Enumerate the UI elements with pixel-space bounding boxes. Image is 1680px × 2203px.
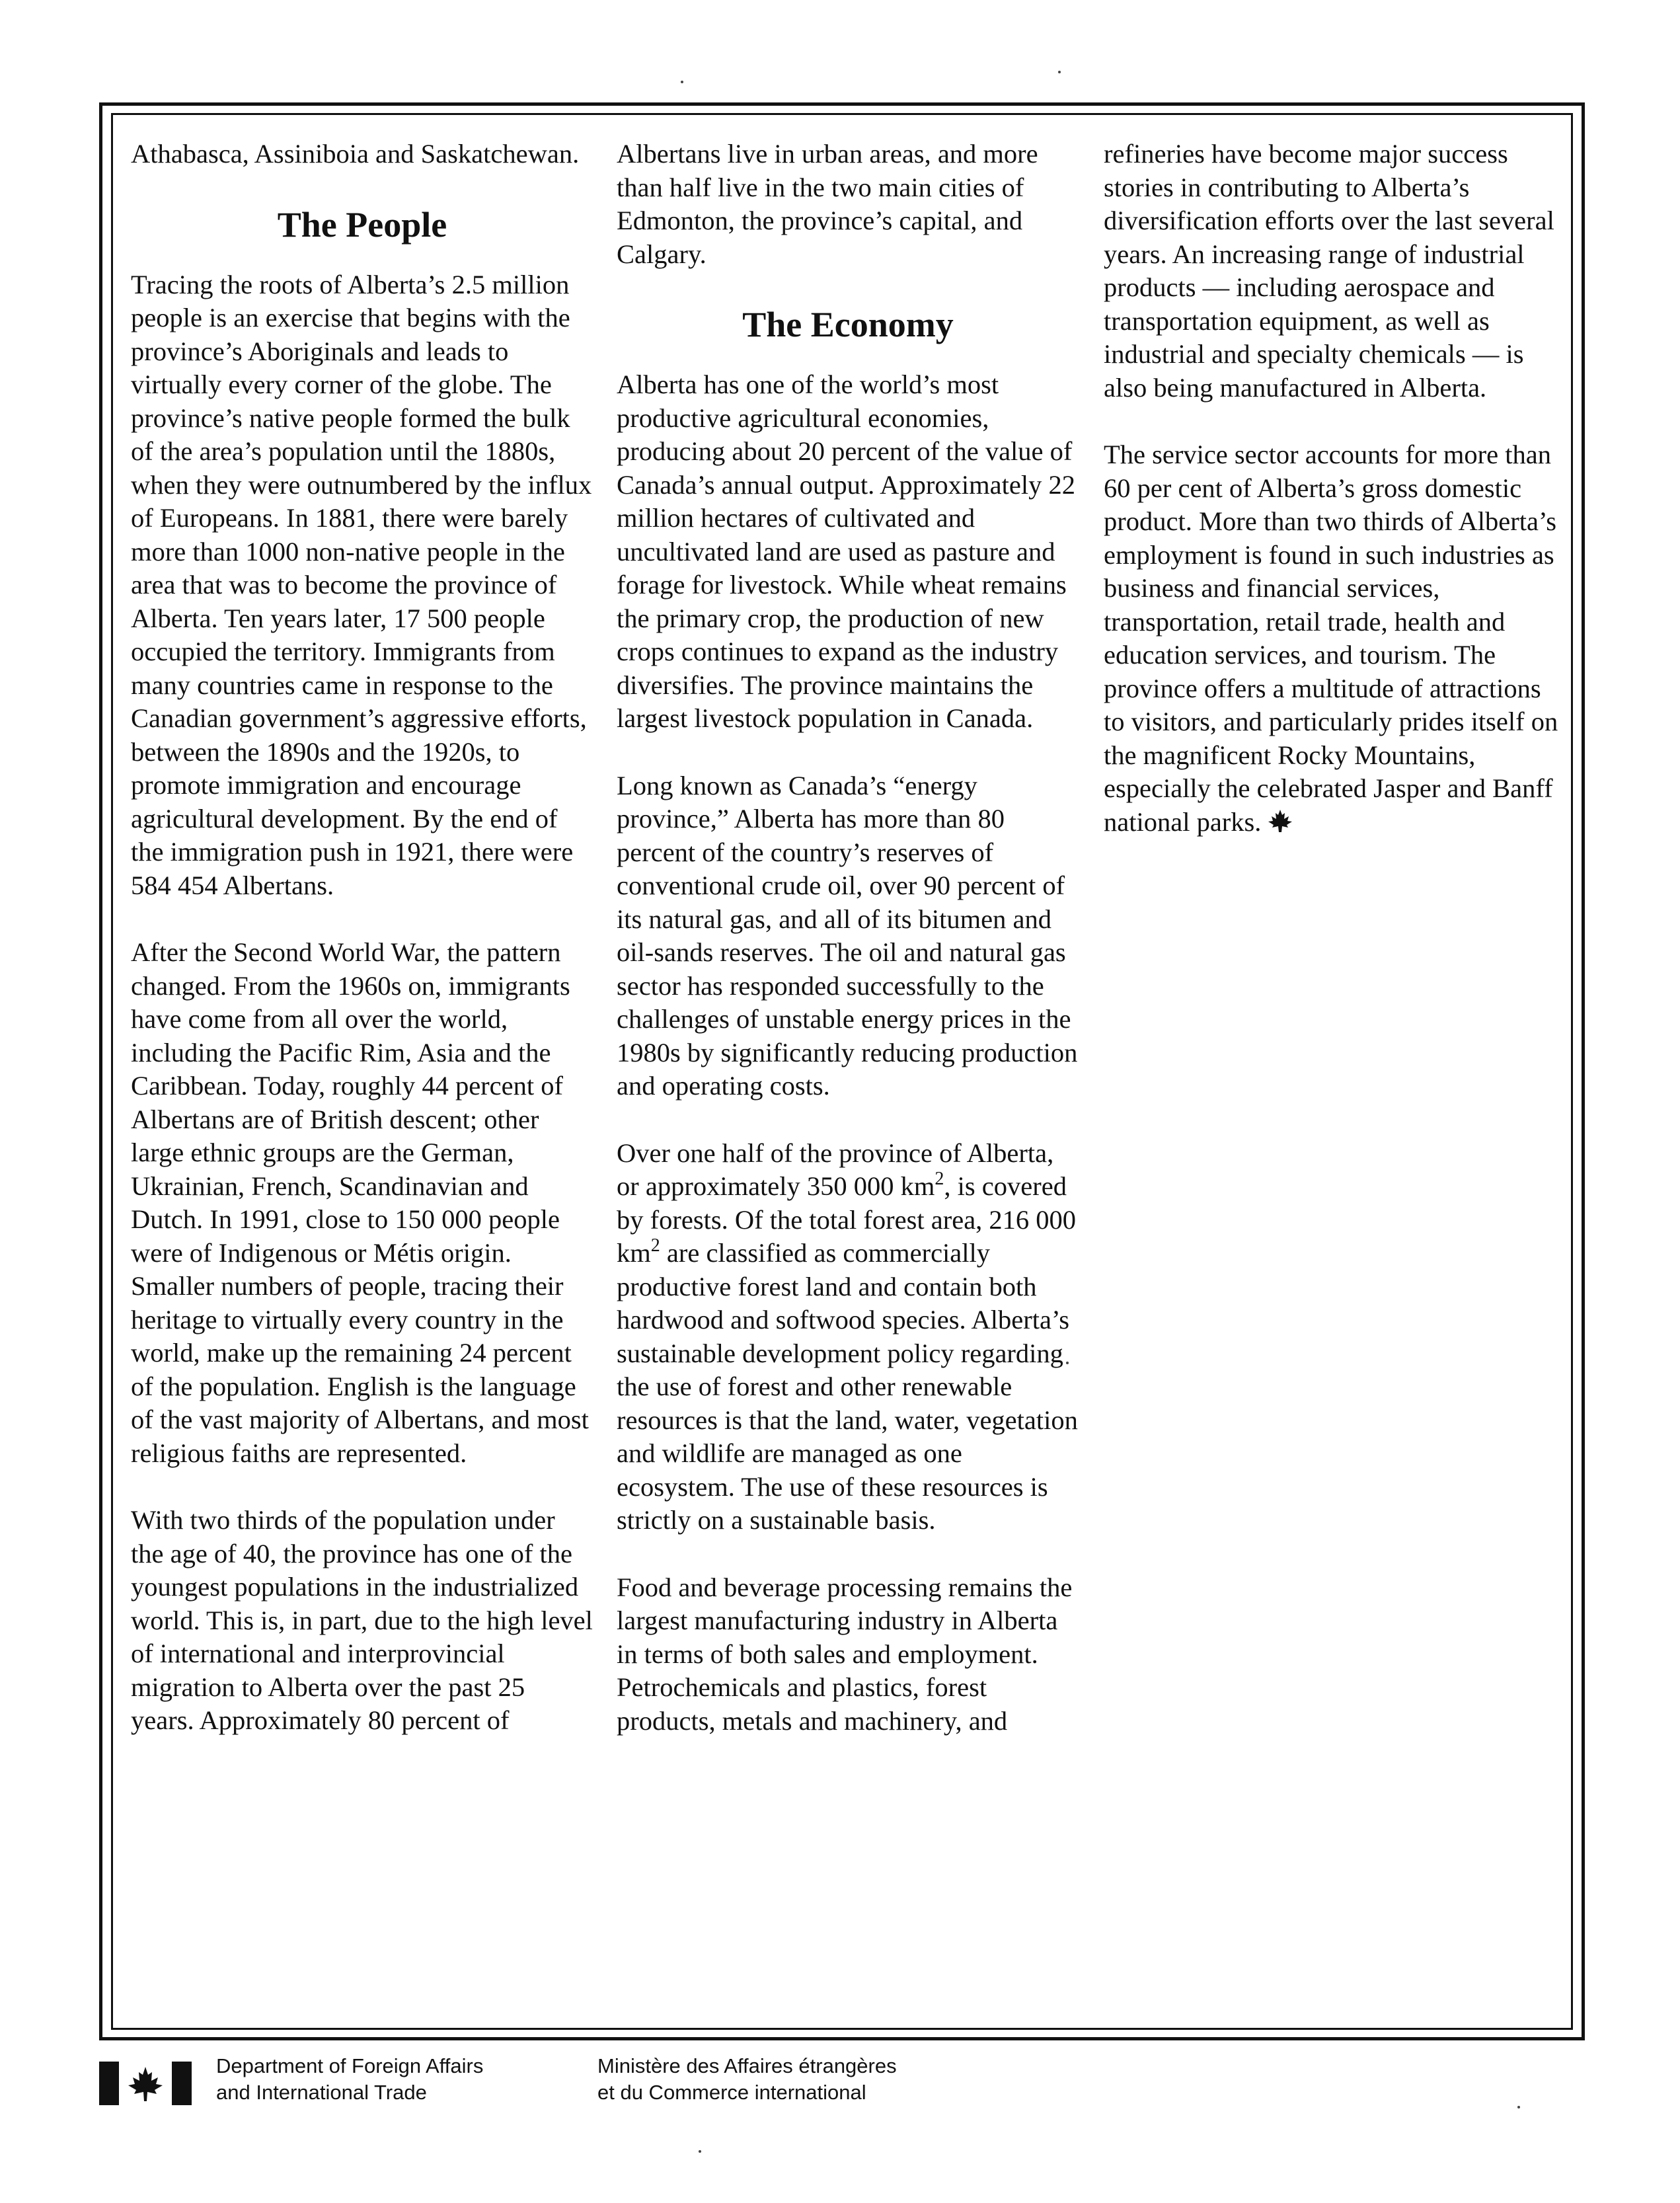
paragraph-refineries: refineries have become major success stories in contributing to Alberta’s diversification efforts over the last several years. An increasing range of industrial products — including aerospace and transportation equipment, as well as industrial and specialty chemicals — is also being manufactured in Alberta.: [1104, 139, 1554, 403]
superscript-squared: 2: [650, 1235, 660, 1256]
forests-text-b: , is covered by forests. Of the total forest area, 216 000 km: [617, 1171, 1077, 1268]
footer-fr-line-1: Ministère des Affaires étrangères: [597, 2054, 897, 2077]
canada-flag-icon: [99, 2060, 192, 2106]
paragraph-intro-continued: Athabasca, Assiniboia and Saskatchewan.: [131, 139, 580, 169]
scan-speck: [1066, 1362, 1069, 1364]
paragraph-energy: Long known as Canada’s “energy province,” Alberta has more than 80 percent of the country’s reserves of conventional crude oil, over 90 percent of its natural gas, and all of its bitumen and oil-sands reserves. The oil and natural gas sector has responded successfully to the challenges of unstable energy prices in the 1980s by significantly reducing production and operating costs.: [617, 770, 1078, 1101]
superscript-squared: 2: [935, 1169, 944, 1189]
footer-en-line-1: Department of Foreign Affairs: [216, 2054, 484, 2077]
paragraph-people-3: With two thirds of the population under the age of 40, the province has one of the youngest populations in the industrialized world. This is, in part, due to the high level of international and interprovincial migration to Alberta over the past 25 years. Approximately 80 percent of: [131, 1505, 593, 1735]
paragraph-people-1: Tracing the roots of Alberta’s 2.5 million people is an exercise that begins with the province’s Aboriginals and leads to virtually every corner of the globe. The province’s native people formed the bulk of the area’s population until the 1880s, when they were outnumbered by the influx of Europeans. In 1881, there were barely more than 1000 non-native people in the area that was to become the province of Alberta. Ten years later, 17 500 people occupied the territory. Immigrants from many countries came in response to the Canadian government’s aggressive efforts, between the 1890s and the 1920s, to promote immigration and encourage agricultural development. By the end of the immigration push in 1921, there were 584 454 Albertans.: [131, 269, 592, 900]
paragraph-agriculture: Alberta has one of the world’s most productive agricultural economies, producing about 20 percent of the value of Canada’s annual output. Approximately 22 million hectares of cultivated and uncultivated land are used as pasture and forage for livestock. While wheat remains the primary crop, the production of new crops continues to expand as the industry diversifies. The province maintains the largest livestock population in Canada.: [617, 369, 1075, 733]
column-left: [131, 137, 593, 1771]
footer-fr-line-2: et du Commerce international: [597, 2081, 866, 2104]
column-middle: [617, 137, 1079, 1771]
column-right: [1104, 137, 1566, 872]
footer-french-department: [597, 2053, 897, 2106]
paragraph-manufacturing: Food and beverage processing remains the largest manufacturing industry in Alberta in terms of both sales and employment. Petrochemicals and plastics, forest products, metals and machinery, and: [617, 1572, 1073, 1736]
service-sector-text: The service sector accounts for more than 60 per cent of Alberta’s gross domestic product. More than two thirds of Alberta’s employment is found in such industries as business and financial services, transportation, retail trade, health and education services, and tourism. The province offers a multitude of attractions to visitors, and particularly prides itself on the magnificent Rocky Mountains, especially the celebrated Jasper and Banff national parks.: [1104, 440, 1558, 837]
forests-text-c: are classified as commercially productive forest land and contain both hardwood and softwood species. Alberta’s sustainable development policy regarding the use of forest and other renewable resources is that the land, water, vegetation and wildlife are managed as one ecosystem. The use of these resources is strictly on a sustainable basis.: [617, 1238, 1078, 1535]
scan-speck: [681, 81, 683, 83]
heading-the-economy: The Economy: [742, 305, 954, 344]
footer-english-department: [216, 2053, 483, 2106]
maple-leaf-icon: [1266, 808, 1294, 835]
footer-en-line-2: and International Trade: [216, 2081, 427, 2104]
scan-speck: [1058, 71, 1061, 73]
heading-the-people: The People: [277, 204, 447, 245]
paragraph-service-sector: [1104, 438, 1566, 839]
scan-speck: [699, 2150, 701, 2153]
scan-speck: [1517, 2106, 1520, 2108]
paragraph-urban: Albertans live in urban areas, and more than half live in the two main cities of Edmonton, the province’s capital, and Calgary.: [617, 139, 1038, 269]
paragraph-people-2: After the Second World War, the pattern changed. From the 1960s on, immigrants have come from all over the world, including the Pacific Rim, Asia and the Caribbean. Today, roughly 44 percent of Albertans are of British descent; other large ethnic groups are the German, Ukrainian, French, Scandinavian and Dutch. In 1991, close to 150 000 people were of Indigenous or Métis origin. Smaller numbers of people, tracing their heritage to virtually every country in the world, make up the remaining 24 percent of the population. English is the language of the vast majority of Albertans, and most religious faiths are represented.: [131, 937, 589, 1468]
paragraph-forests: [617, 1137, 1079, 1537]
forests-text-a: Over one half of the province of Alberta, or approximately 350 000 km: [617, 1138, 1054, 1201]
